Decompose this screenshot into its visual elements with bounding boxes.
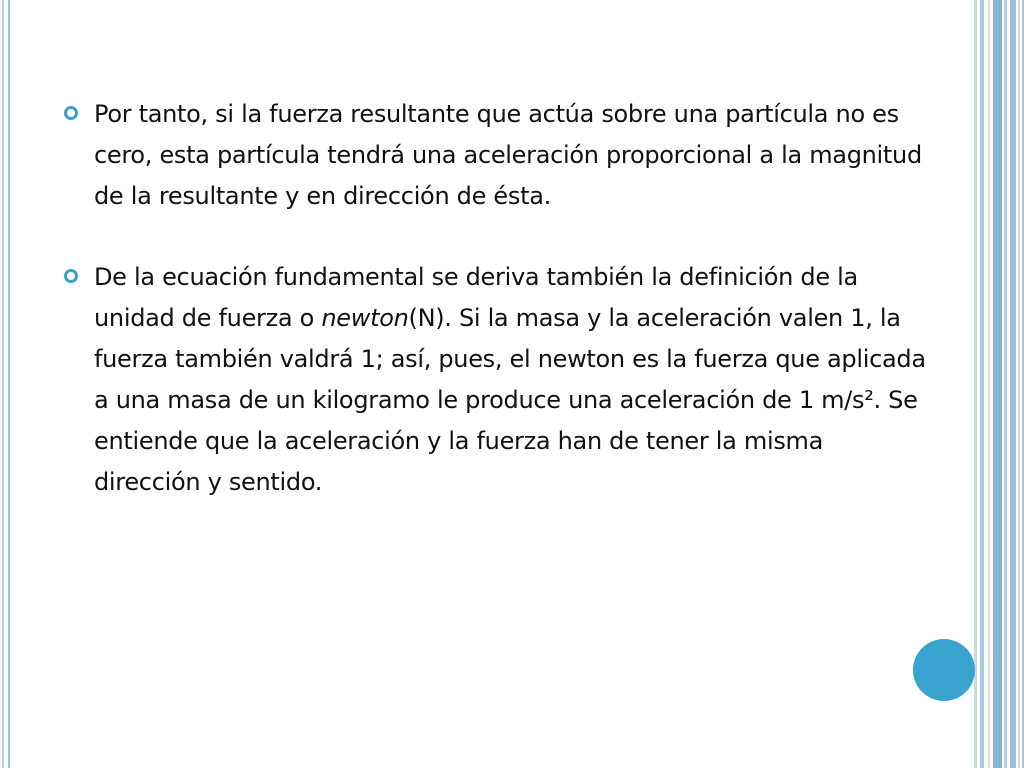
bullet-text-part: (N). Si la masa y la aceleración valen 1, la fuerza también valdrá 1; así, pues, el newton es la fuerza que aplicada a una masa de un kilogramo le produce una aceleración de 1 m/s². Se entiende que la aceleración y la fuerza han de tener la misma dirección y sentido.: [94, 304, 926, 496]
bullet-icon: [64, 269, 78, 283]
stripe: [980, 0, 984, 768]
corner-circle-decoration: [913, 639, 975, 701]
bullet-text-part: De la ecuación fundamental se deriva también la definición de la unidad de fuerza o: [94, 263, 858, 332]
stripe: [974, 0, 977, 768]
bullet-item: [64, 257, 934, 503]
left-border-decoration: [0, 0, 14, 768]
left-border-line: [2, 0, 4, 768]
bullet-text: [94, 257, 934, 503]
stripe: [1010, 0, 1016, 768]
bullet-text: Por tanto, si la fuerza resultante que actúa sobre una partícula no es cero, esta partícula tendrá una aceleración proporcional a la magnitud de la resultante y en dirección de ésta.: [94, 100, 922, 210]
stripe: [1004, 0, 1007, 768]
bullet-icon: [64, 106, 78, 120]
left-border-line: [8, 0, 10, 768]
stripe: [1018, 0, 1020, 768]
bullet-item: [64, 94, 934, 217]
stripe: [988, 0, 990, 768]
right-stripes-decoration: [974, 0, 1024, 768]
stripe: [993, 0, 1002, 768]
bullet-text-italic: newton: [321, 304, 409, 332]
slide-content: [64, 94, 934, 543]
